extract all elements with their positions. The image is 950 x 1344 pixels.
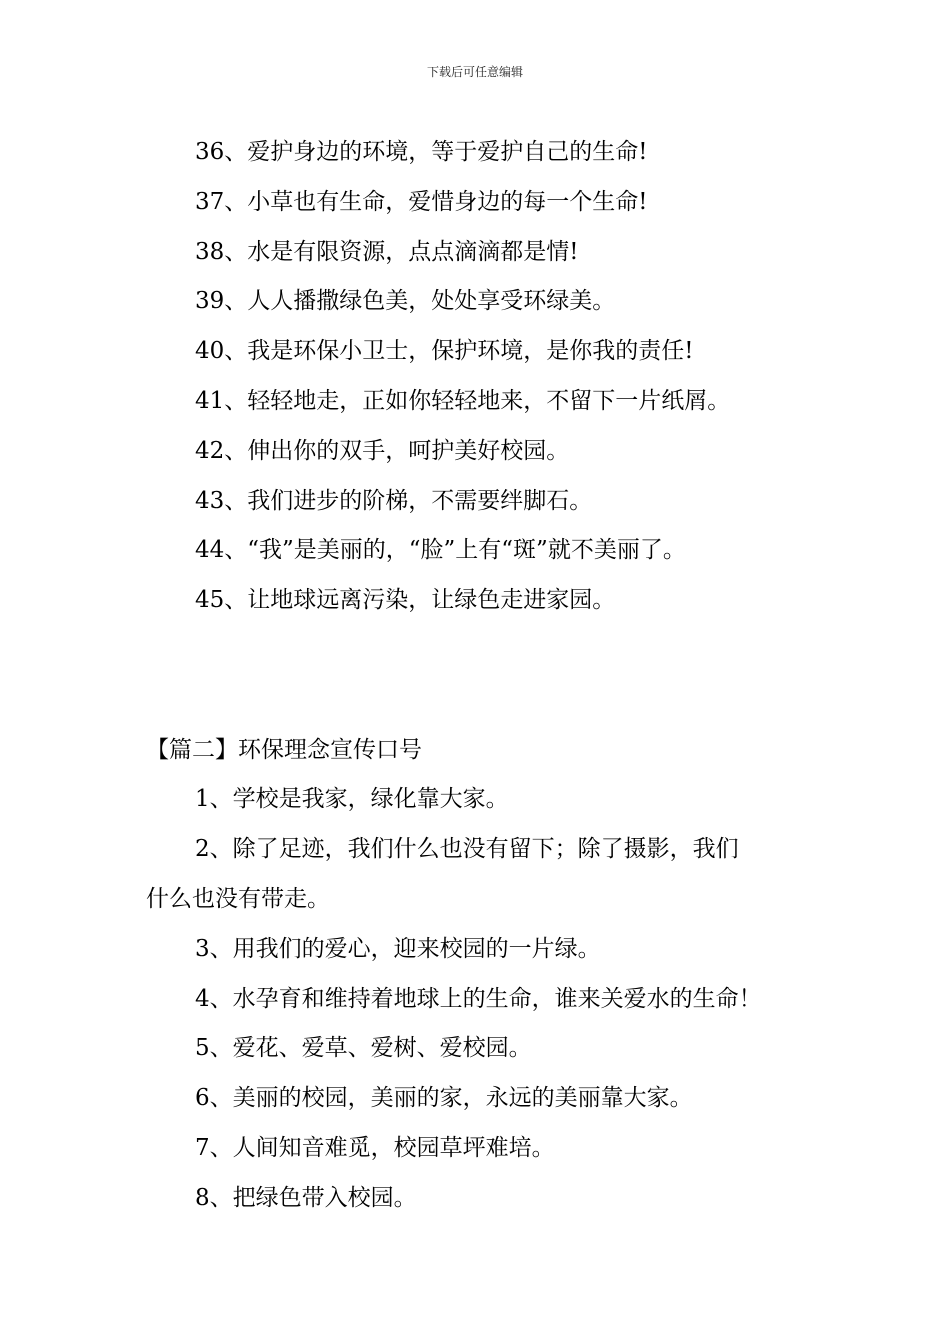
slogan-line: 2、除了足迹，我们什么也没有留下；除了摄影，我们 [195, 836, 739, 863]
section-spacer [146, 626, 816, 726]
slogan-line: 6、美丽的校园，美丽的家，永远的美丽靠大家。 [195, 1085, 693, 1112]
slogan-line: 44、“我”是美丽的，“脸”上有“斑”就不美丽了。 [195, 537, 686, 564]
slogan-line: 3、用我们的爱心，迎来校园的一片绿。 [195, 935, 601, 962]
slogan-line: 36、爱护身边的环境，等于爱护自己的生命! [195, 139, 648, 165]
slogan-line: 5、爱花、爱草、爱树、爱校园。 [195, 1035, 532, 1062]
page-header: 下载后可任意编辑 [426, 65, 523, 79]
slogan-line: 4、水孕育和维持着地球上的生命，谁来关爱水的生命！ [195, 985, 762, 1012]
slogan-line: 8、把绿色带入校园。 [195, 1184, 417, 1211]
slogan-line-continuation: 什么也没有带走。 [146, 885, 330, 912]
slogan-line: 38、水是有限资源，点点滴滴都是情! [195, 238, 579, 265]
slogan-line: 43、我们进步的阶梯，不需要绊脚石。 [195, 487, 593, 514]
slogan-line: 40、我是环保小卫士，保护环境，是你我的责任! [195, 338, 694, 365]
slogan-line: 7、人间知音难觅，校园草坪难培。 [195, 1134, 555, 1161]
slogan-line: 45、让地球远离污染，让绿色走进家园。 [195, 587, 616, 614]
slogan-line: 37、小草也有生命，爱惜身边的每一个生命! [195, 188, 648, 215]
slogan-line: 42、伸出你的双手，呵护美好校园。 [195, 437, 570, 464]
section-title: 【篇二】环保理念宣传口号 [146, 736, 422, 763]
slogan-line: 1、学校是我家，绿化靠大家。 [195, 786, 509, 813]
document-body [146, 128, 816, 1224]
slogan-line: 39、人人播撒绿色美，处处享受环绿美。 [195, 288, 616, 315]
slogan-line: 41、轻轻地走，正如你轻轻地来，不留下一片纸屑。 [195, 387, 731, 414]
